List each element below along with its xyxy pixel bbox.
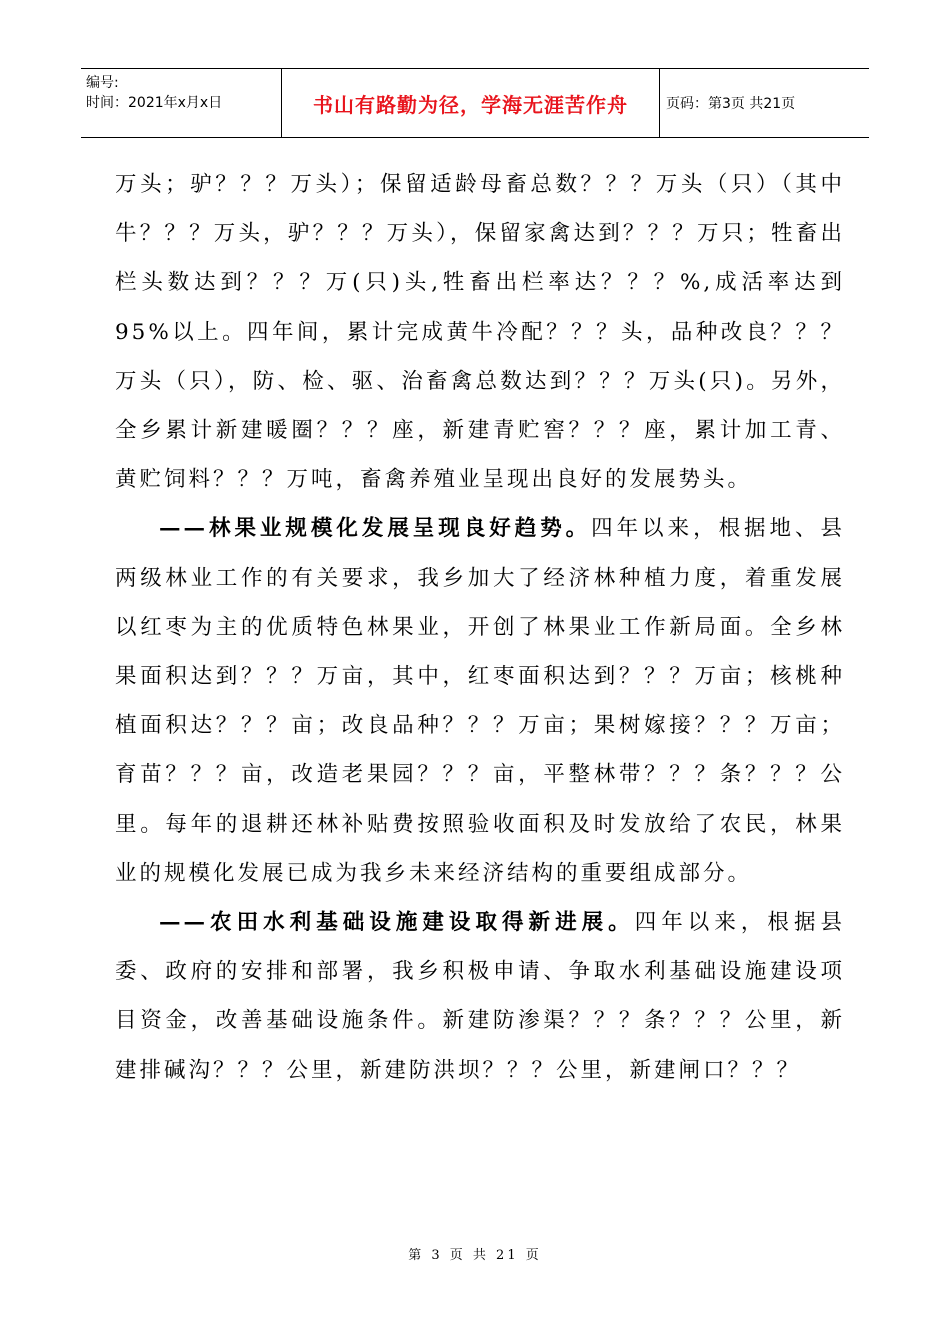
paragraph-forestry-text: 四年以来，根据地、县两级林业工作的有关要求，我乡加大了经济林种植力度，着重发展以红枣为主的优质特色林果业，开创了林果业工作新局面。全乡林果面积达到？？？万亩，其中，红枣面积达到？？？万亩；核桃种植面积达？？？亩；改良品种？？？万亩；果树嫁接？？？万亩；育苗？？？亩，改造老果园？？？亩，平整林带？？？条？？？公里。每年的退耕还林补贴费按照验收面积及时发放给了农民，林果业的规模化发展已成为我乡未来经济结构的重要组成部分。 [115, 516, 845, 886]
header-motto: 书山有路勤为径，学海无涯苦作舟 [282, 69, 660, 137]
section-heading-forestry: ——林果业规模化发展呈现良好趋势。 [159, 516, 592, 542]
document-body [115, 160, 845, 1095]
section-heading-irrigation: ——农田水利基础设施建设取得新进展。 [159, 910, 635, 936]
paragraph-forestry [115, 504, 845, 898]
document-number-label: 编号: [86, 75, 119, 91]
paragraph-irrigation [115, 898, 845, 1095]
page-footer: 第 3 页 共 21 页 [408, 1248, 542, 1263]
paragraph-livestock: 万头；驴？？？万头）；保留适龄母畜总数？？？万头（只）（其中牛？？？万头，驴？？？万头），保留家禽达到？？？万只；牲畜出栏头数达到？？？万(只)头,牲畜出栏率达？？？%,成活率达到95%以上。四年间，累计完成黄牛冷配？？？头，品种改良？？？万头（只），防、检、驱、治畜禽总数达到？？？万头(只)。另外，全乡累计新建暖圈？？？座，新建青贮窖？？？座，累计加工青、黄贮饲料？？？万吨，畜禽养殖业呈现出良好的发展势头。 [115, 172, 845, 493]
page-header [81, 68, 869, 138]
header-page-info: 页码：第3页 共21页 [666, 96, 796, 112]
header-meta [81, 69, 282, 137]
paragraph-irrigation-text: 四年以来，根据县委、政府的安排和部署，我乡积极申请、争取水利基础设施建设项目资金，改善基础设施条件。新建防渗渠？？？条？？？公里，新建排碱沟？？？公里，新建防洪坝？？？公里，新建闸口？？？ [115, 910, 845, 1083]
document-date: 时间：2021年x月x日 [86, 95, 223, 111]
